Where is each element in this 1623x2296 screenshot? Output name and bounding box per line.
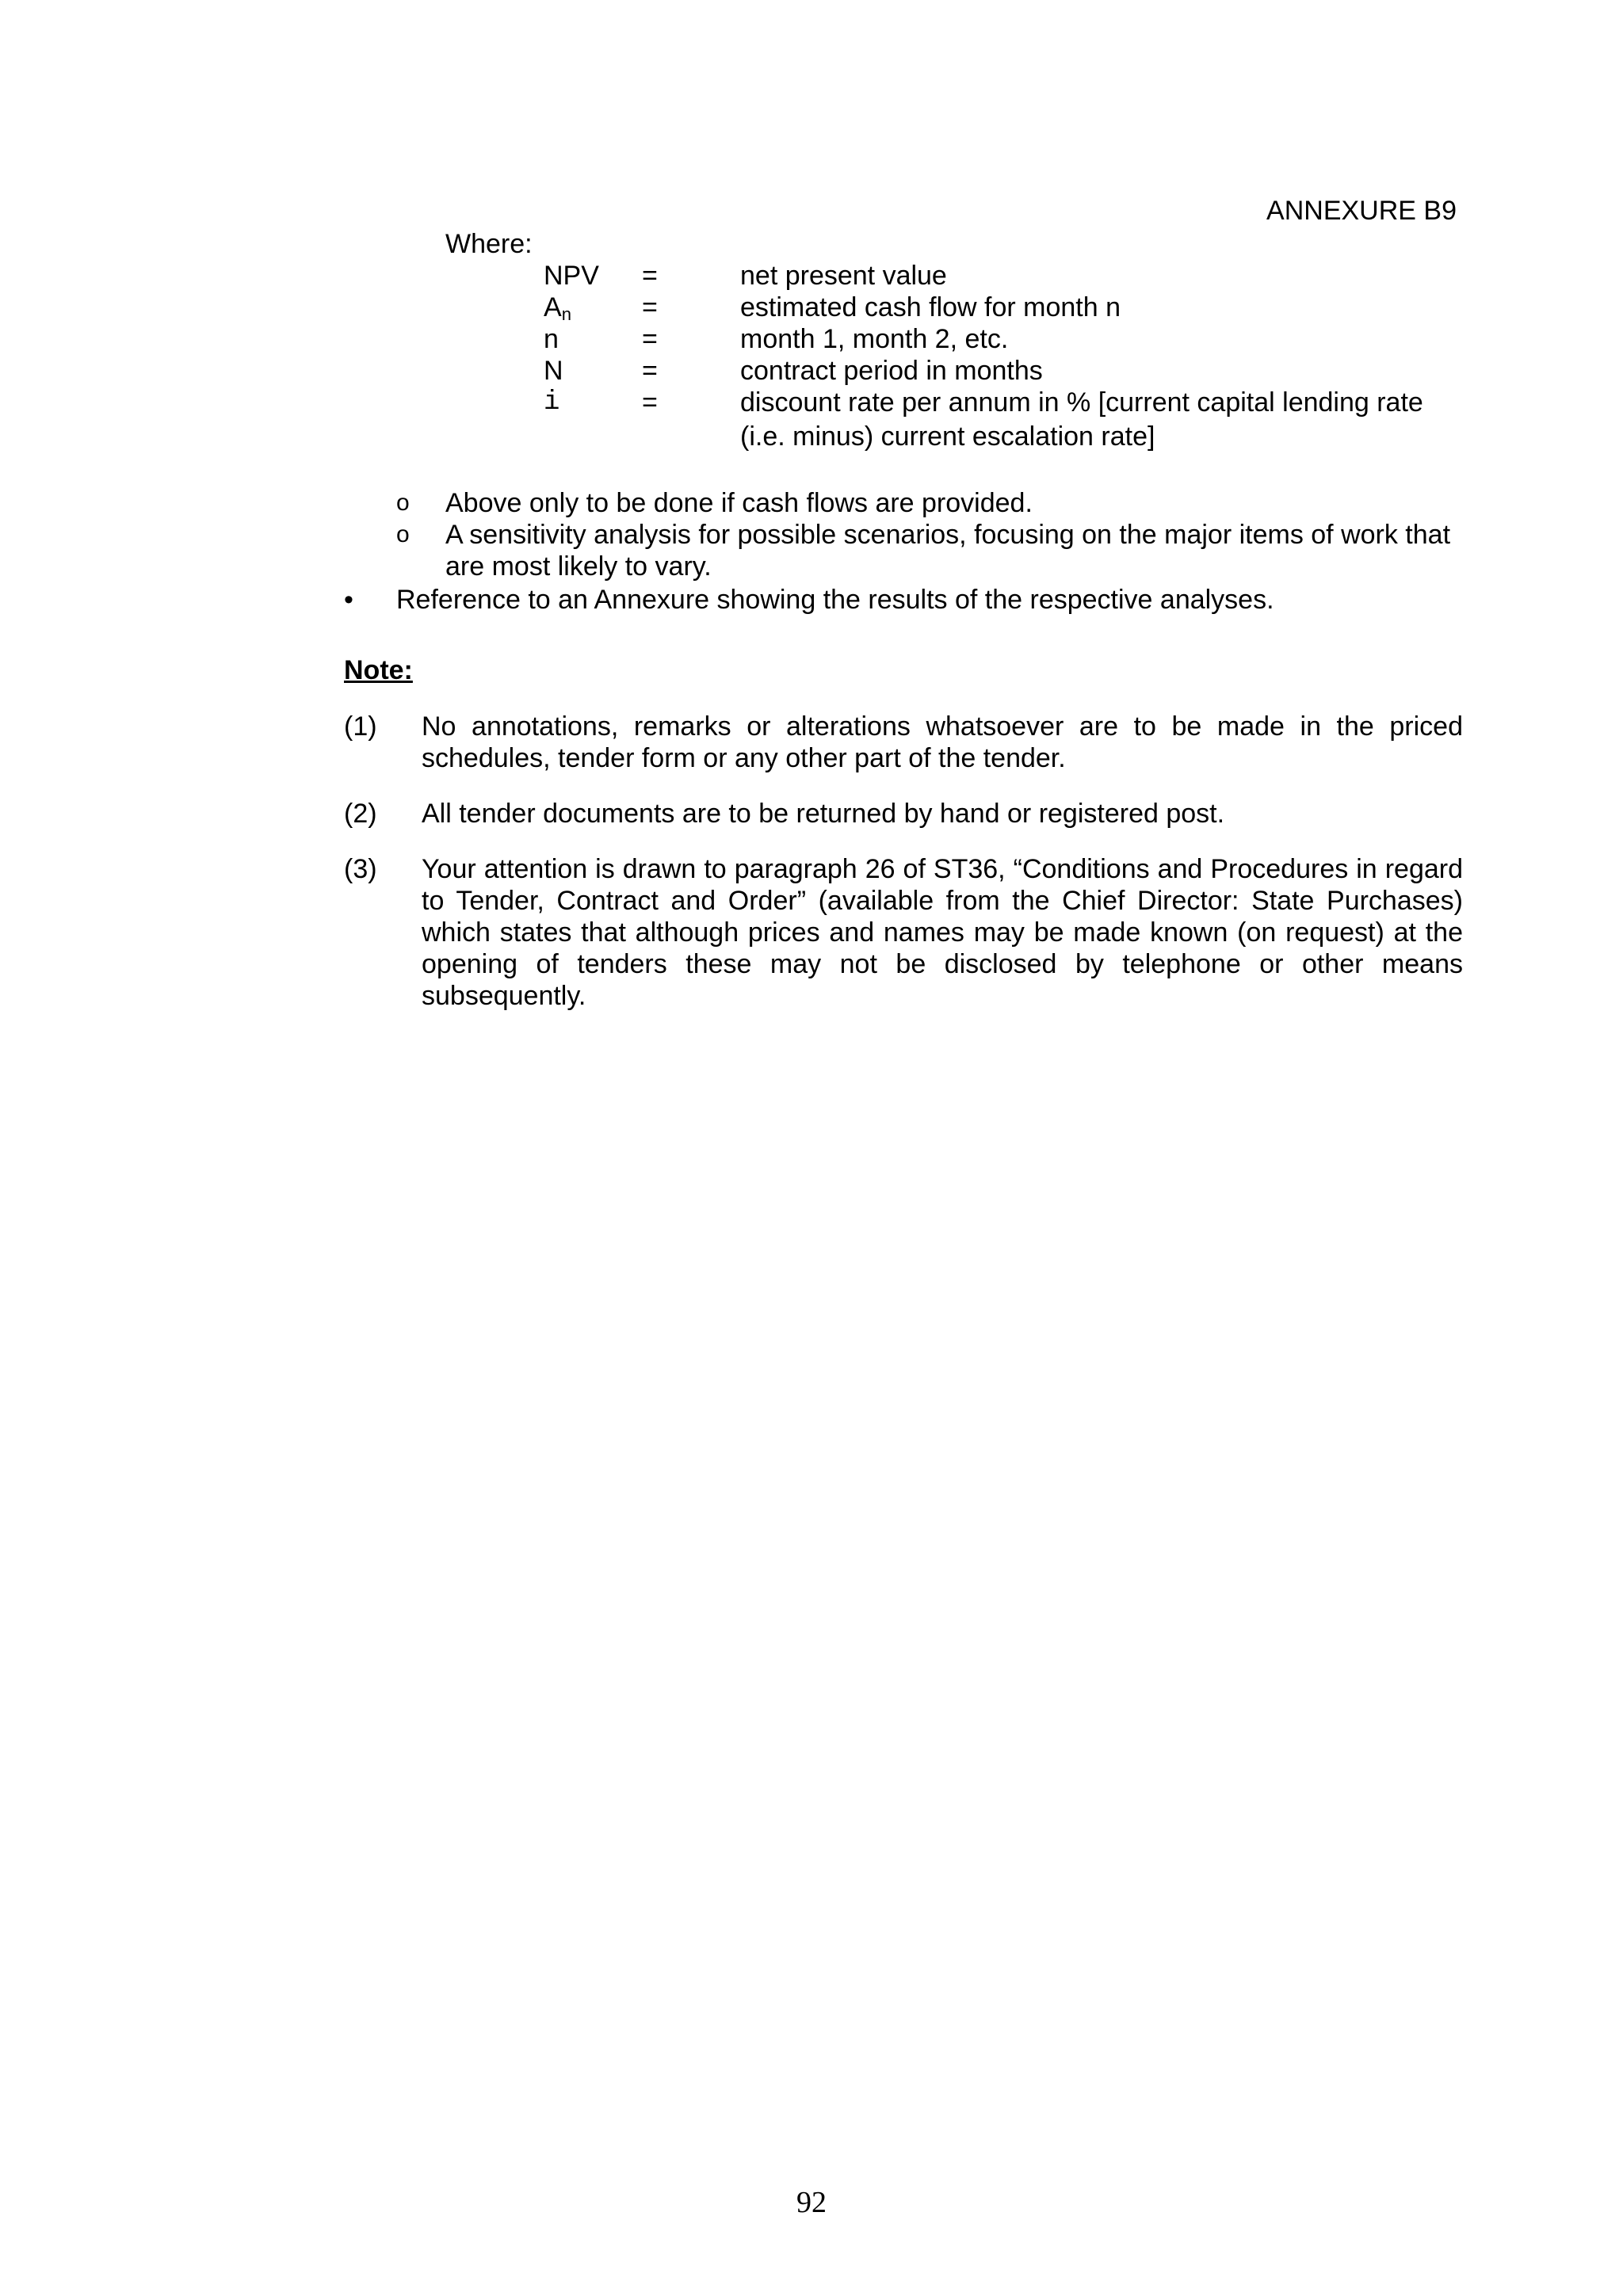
note-text: No annotations, remarks or alterations whatsoever are to be made in the priced schedules, tender form or any other part of the tender. <box>422 711 1463 773</box>
definition-list <box>544 260 1463 452</box>
definition-text: month 1, month 2, etc. <box>740 324 1009 354</box>
bullet-icon: • <box>344 585 353 615</box>
list-item <box>396 519 1463 582</box>
note-heading: Note: <box>344 655 413 685</box>
definition-text <box>740 387 1463 452</box>
list-item-text: Above only to be done if cash flows are provided. <box>445 488 1033 518</box>
list-item <box>344 584 1463 616</box>
definition-row-big-n <box>544 355 1463 387</box>
equals-sign: = <box>642 324 658 354</box>
definition-symbol: n <box>544 324 559 354</box>
definition-symbol <box>544 292 642 323</box>
note-number: (1) <box>344 711 377 742</box>
annexure-label: ANNEXURE B9 <box>1266 196 1457 226</box>
definition-symbol: N <box>544 356 563 386</box>
symbol-subscript: n <box>561 304 571 324</box>
note-list <box>344 711 1463 1035</box>
definition-text-line: discount rate per annum in % [current capital lending rate <box>740 387 1423 418</box>
note-text: Your attention is drawn to paragraph 26 of ST36, “Conditions and Procedures in regard to Tender, Contract and Order” (available from the Chief Director: State Purchases) which states that although prices and names may be made known (on request) at the opening of tenders these may not be disclosed by telephone or other means subsequently. <box>422 854 1463 1011</box>
equals-sign: = <box>642 356 658 386</box>
definition-text: estimated cash flow for month n <box>740 292 1121 322</box>
note-text: All tender documents are to be returned by hand or registered post. <box>422 799 1225 829</box>
note-item <box>344 711 1463 774</box>
equals-sign: = <box>642 387 658 418</box>
definition-symbol: NPV <box>544 261 599 291</box>
definition-row-n <box>544 323 1463 355</box>
where-label: Where: <box>445 229 533 259</box>
definition-text: contract period in months <box>740 356 1043 386</box>
symbol-base: A <box>544 292 562 322</box>
list-item <box>396 487 1463 519</box>
equals-sign: = <box>642 261 658 291</box>
note-number: (2) <box>344 799 377 829</box>
note-number: (3) <box>344 854 377 884</box>
note-item <box>344 853 1463 1012</box>
list-item-text: Reference to an Annexure showing the results of the respective analyses. <box>396 585 1274 615</box>
definition-text: net present value <box>740 261 947 291</box>
note-item <box>344 798 1463 830</box>
definition-row-an <box>544 292 1463 323</box>
definition-text-continuation: (i.e. minus) current escalation rate] <box>740 421 1155 452</box>
definition-symbol: i <box>544 387 560 418</box>
definition-row-i <box>544 387 1463 452</box>
list-item-text: A sensitivity analysis for possible scenarios, focusing on the major items of work that are most likely to vary. <box>445 520 1451 582</box>
sub-bullet-list <box>396 487 1463 582</box>
page-number: 92 <box>796 2186 827 2219</box>
circle-bullet-icon: o <box>396 521 410 547</box>
equals-sign: = <box>642 292 658 322</box>
circle-bullet-icon: o <box>396 490 410 516</box>
definition-row-npv <box>544 260 1463 292</box>
